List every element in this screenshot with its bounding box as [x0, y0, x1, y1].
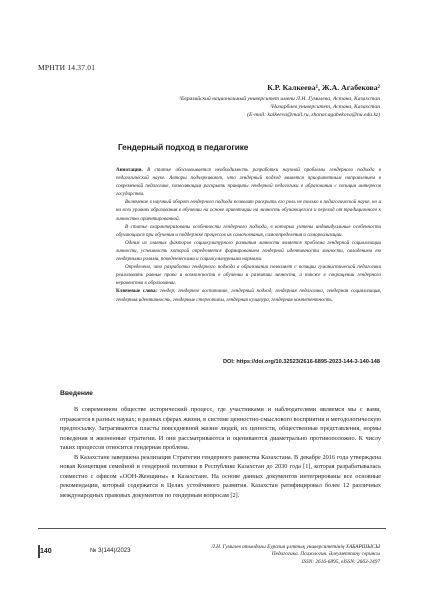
section-heading: Введение	[60, 390, 93, 397]
journal-name: Л.Н. Гумилев атындағы Еуразия ұлттық университетінің ХАБАРШЫСЫ	[211, 544, 380, 550]
body-text	[60, 405, 381, 500]
abstract-paragraph: Одним из главных факторов социокультурного развития личности является проблема гендерной социализации личности, успешность которой определяется формированием гендерной идентичности личности, овладением ею гендерными ролями, поведенческими и социокультурными нормами.	[116, 239, 381, 263]
keywords	[116, 287, 381, 303]
abstract-paragraph: Включение в научный оборот гендерного подхода позволит раскрыть его роль не только в педагогической науке, но и на всех уровнях образования в обучении на основе ориентации на личность обучающегося и переход от традиционного к личностно ориентированной.	[116, 199, 381, 222]
affiliation-1: ¹Евразийский национальный университет имени Л.Н. Гумилева, Астана, Казахстан	[179, 96, 380, 102]
journal-info	[211, 544, 380, 566]
abstract-paragraph	[116, 166, 381, 198]
page-number: 140	[40, 548, 52, 555]
doi-link[interactable]: DOI: https://doi.org/10.32523/2616-6895-2023-144-3-140-148	[222, 359, 380, 365]
keywords-text: гендер, гендерное воспитание, гендерный подход, гендерная педагогика, гендерная социализация, гендерная идентичность, гендерные стереотипы, гендерная культура, гендерная компетентность.	[116, 288, 381, 303]
body-paragraph: В современном обществе исторический процесс, где участниками и наблюдателями являемся мы с вами, отражается в разных науках; в разных сферах жизни, в системе ценностно-смыслового восприятия и методологическую предпосылку. Затрагиваются пласты повседневной жизни людей, их ценности, общественные представления, нормы поведения и жизненные стратегии. И они рассматриваются и оцениваются диаметрально противоположно. К числу таких процессов относится гендерная проблема.	[60, 406, 381, 452]
affiliation-2: ²Назарбаев университет, Астана, Казахстан	[270, 104, 380, 110]
abstract-paragraph: В статье охарактеризованы особенности гендерного подхода, в которых учтены индивидуальные особенности обучающихся при обучении и поддержке процессов их самопознания, самоопределения и самореализации.	[116, 223, 381, 238]
footer-divider	[38, 528, 386, 529]
grnti-code: МРНТИ 14.37.01	[38, 63, 96, 72]
journal-issue: № 3(144)/2023	[90, 548, 131, 554]
body-paragraph: В Казахстане завершена реализация Стратегии гендерного равенства Казахстана. В декабре 2016 года утверждена новая Концепция семейной и гендерной политики в Республике Казахстан до 2030 года [1], которая разрабатывалась совместно с офисом «ООН-Женщины» в Казахстане. На основе данных документов интегрированы все основные рекомендации, который содержатся в Целях устойчивого развития. Казахстан ратифицировал более 12 различных международных правовых документов по гендерным вопросам [2].	[60, 453, 381, 499]
abstract-text: В статье обосновывается необходимость разработки научной проблемы гендерного подхода в педагогической науке. Авторы подчеркивают, что гендерный подход является приоритетным направлением в современной педагогике, позволяющим раскрыть принципы гендерной педагогики в образовании с позиции интересов государства.	[116, 167, 382, 198]
abstract	[116, 166, 381, 304]
abstract-paragraph: Определено, что разработка гендерного подхода в образовании позволяет с позиции гуманистической педагогики реализовать равные права и возможности в обучении и развитии личности, а также в сокращении гендерного неравенства в образовании.	[116, 264, 381, 287]
journal-series: Педагогика. Психология. Әлеуметтану сериясы	[271, 551, 380, 558]
abstract-label: Аннотация.	[116, 167, 143, 173]
article-title: Гендерный подход в педагогике	[118, 142, 249, 152]
author-emails: (E-mail: kalkeeva@mail.ru, zhanar.agabekova@nu.edu.kz)	[247, 112, 380, 118]
journal-issn: ISSN: 2616-6895, eISSN: 2663-2497	[301, 558, 380, 565]
keywords-label: Ключевые слова:	[116, 288, 158, 295]
authors: К.Р. Калкеева¹, Ж.А. Агабекова²	[267, 83, 380, 92]
